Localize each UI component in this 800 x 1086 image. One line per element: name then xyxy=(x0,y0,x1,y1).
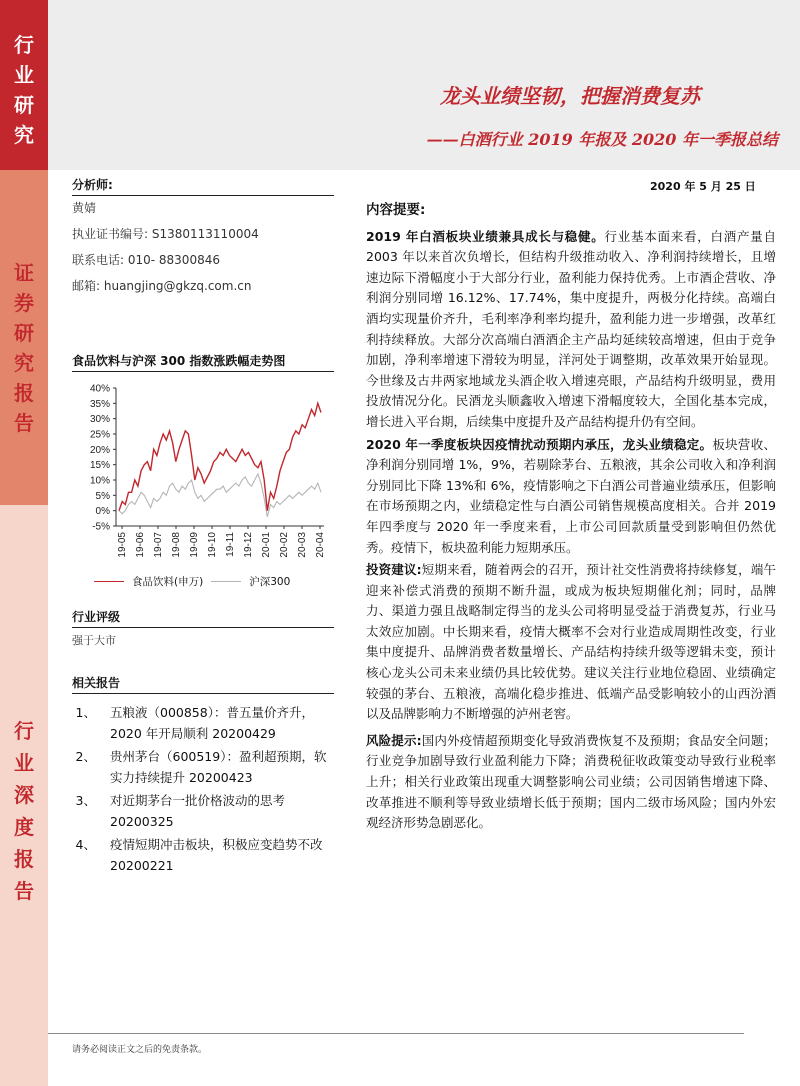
sidebar-top-char: 行 xyxy=(14,33,34,57)
analyst-license: 执业证书编号: S1380113110004 xyxy=(72,227,259,241)
summary-p2-body: 板块营收、净利润分别同增 1%，9%，若剔除茅台、五粮液，其余公司收入和净利润分别同比下降 13%和 6%，疫情影响之下白酒公司普遍业绩承压，但影响在市场预期之内，业绩稳定性与白酒公司销售规模高度相关。合并 2019 年四季度与 2020 年一季度来看，上市公司回款质量受到影响但仍然优秀。疫情下，板块盈利能力短期承压。 xyxy=(366,436,776,555)
x-tick-label: 19-09 xyxy=(189,532,200,558)
x-tick-label: 19-08 xyxy=(171,532,182,558)
x-tick-label: 20-02 xyxy=(279,532,290,558)
sidebar-top-char: 研 xyxy=(14,93,34,117)
y-tick-label: 25% xyxy=(89,429,110,441)
series-line-food xyxy=(119,403,321,510)
x-tick-label: 20-04 xyxy=(315,532,326,558)
related-item-text: 疫情短期冲击板块，积极应变趋势不改 20200221 xyxy=(110,837,323,873)
summary-paragraph xyxy=(366,560,776,725)
chart-title: 食品饮料与沪深 300 指数涨跌幅走势图 xyxy=(72,352,334,372)
sidebar-mid-char: 究 xyxy=(14,351,34,375)
related-list xyxy=(72,702,334,876)
sidebar-bottom-char: 行 xyxy=(14,719,34,743)
summary-p1-lead: 2019 年白酒板块业绩兼具成长与稳健。 xyxy=(366,228,605,244)
sidebar-bottom-block xyxy=(0,505,48,1086)
rating-section xyxy=(72,608,334,648)
summary-paragraph xyxy=(366,435,776,559)
summary-section xyxy=(366,200,776,836)
legend-label-hs300: 沪深300 xyxy=(249,576,291,588)
y-tick-label: 35% xyxy=(89,398,110,410)
summary-p1-body: 行业基本面来看，白酒产量自 2003 年以来首次负增长，但结构升级推动收入、净利润持续增长，且增速边际下滑幅度小于大部分行业，盈利能力保持优秀。上市酒企营收、净利润分别同增 16.12%、17.74%，集中度提升，两极分化持续。高端白酒均实现量价齐升，毛利率净利率均提升，盈利能力进一步增强，改革红利持续释放。大部分次高端白酒酒企主产品均延续较高增速，但由于竞争加剧，净利率增速下滑较为明显，洋河处于调整期，改革效果开始显现。今世缘及古井两家地域龙头酒企收入增速亮眼，产品结构升级明显，费用投放情况分化。民酒龙头顺鑫收入增速下滑幅度较大，全国化基本完成，增长进入平台期，后续集中度提升及产品结构提升仍有空间。 xyxy=(366,228,776,429)
sidebar-mid-char: 报 xyxy=(14,381,34,405)
analyst-heading: 分析师: xyxy=(72,176,334,196)
y-tick-label: 20% xyxy=(89,444,110,456)
summary-p3-body: 短期来看，随着两会的召开，预计社交性消费将持续修复，端午迎来补偿式消费的预期不断升温，或成为板块短期催化剂；同时，品牌力、渠道力强且战略制定得当的龙头公司将明显受益于消费复苏，行业马太效应加剧。中长期来看，疫情大概率不会对行业造成周期性改变，行业集中度提升、品牌消费者数量增长、产品结构持续升级等逻辑未变，预计核心龙头公司未来业绩仍具比较优势。建议关注行业地位稳固、业绩确定较强的茅台、五粮液，高端化稳步推进、低端产品受影响较小的山西汾酒以及品牌影响力不断增强的泸州老窖。 xyxy=(366,562,776,722)
y-tick-label: 5% xyxy=(95,490,110,502)
sidebar-mid-char: 证 xyxy=(14,261,34,285)
related-item-num: 2、 xyxy=(75,749,96,764)
x-tick-label: 19-07 xyxy=(153,532,164,558)
related-item[interactable] xyxy=(72,834,334,876)
summary-p4-body: 国内外疫情超预期变化导致消费恢复不及预期；食品安全问题；行业竞争加剧导致行业盈利能力下降；消费税征收政策变动导致行业税率上升；相关行业政策出现重大调整影响公司业绩；公司因销售增速下降、改革推进不顺利等导致业绩增长低于预期；国内二级市场风险；国内外宏观经济形势急剧恶化。 xyxy=(366,732,776,831)
analyst-name: 黄婧 xyxy=(72,201,97,215)
legend-label-food: 食品饮料(申万) xyxy=(132,576,204,588)
sidebar-bottom-char: 深 xyxy=(14,783,34,807)
x-tick-label: 19-10 xyxy=(207,532,218,558)
sidebar-bottom-char: 业 xyxy=(14,751,34,775)
y-tick-label: 0% xyxy=(95,506,110,518)
report-date: 2020 年 5 月 25 日 xyxy=(650,180,756,193)
footer-divider xyxy=(48,1033,744,1034)
sidebar-mid-char: 券 xyxy=(14,291,34,315)
related-item[interactable] xyxy=(72,702,334,744)
summary-paragraph xyxy=(366,227,776,433)
related-item-text: 对近期茅台一批价格波动的思考 20200325 xyxy=(110,793,286,829)
sidebar-top-char: 业 xyxy=(14,63,34,87)
sidebar-top-block xyxy=(0,0,48,170)
summary-p2-lead: 2020 年一季度板块因疫情扰动预期内承压，龙头业绩稳定。 xyxy=(366,436,713,452)
y-tick-label: -5% xyxy=(92,521,110,533)
related-item-text: 五粮液（000858）：普五量价齐升，2020 年开局顺利 20200429 xyxy=(110,705,314,741)
related-item-num: 3、 xyxy=(75,793,96,808)
legend-swatch-hs300 xyxy=(211,581,241,582)
sidebar-bottom-char: 度 xyxy=(14,815,34,839)
y-tick-label: 10% xyxy=(89,475,110,487)
related-reports-section xyxy=(72,674,334,876)
related-item[interactable] xyxy=(72,746,334,788)
sidebar-mid-char: 研 xyxy=(14,321,34,345)
y-tick-label: 30% xyxy=(89,414,110,426)
disclaimer-note: 请务必阅读正文之后的免责条款。 xyxy=(72,1045,208,1055)
analyst-email: 邮箱: huangjing@gkzq.com.cn xyxy=(72,279,252,293)
trend-chart xyxy=(72,376,334,572)
x-tick-label: 20-03 xyxy=(297,532,308,558)
x-tick-label: 19-06 xyxy=(135,532,146,558)
related-item[interactable] xyxy=(72,790,334,832)
x-tick-label: 19-12 xyxy=(243,532,254,558)
x-tick-label: 19-11 xyxy=(225,532,236,557)
rating-value: 强于大市 xyxy=(72,634,116,647)
x-tick-label: 19-05 xyxy=(117,532,128,558)
sidebar-mid-block xyxy=(0,170,48,505)
report-header xyxy=(48,0,800,170)
sidebar-mid-char: 告 xyxy=(14,411,34,435)
sidebar-bottom-char: 告 xyxy=(14,879,34,903)
summary-p3-lead: 投资建议: xyxy=(366,562,422,578)
rating-heading: 行业评级 xyxy=(72,608,334,628)
sidebar-top-char: 究 xyxy=(14,123,34,147)
y-tick-label: 15% xyxy=(89,460,110,472)
report-title: 龙头业绩坚韧，把握消费复苏 xyxy=(440,84,700,108)
analyst-section xyxy=(72,176,334,294)
y-tick-label: 40% xyxy=(89,383,110,395)
chart-section xyxy=(72,352,334,589)
related-item-num: 1、 xyxy=(75,705,96,720)
x-tick-label: 20-01 xyxy=(261,532,272,558)
chart-legend xyxy=(72,574,334,589)
summary-paragraph xyxy=(366,731,776,834)
related-item-num: 4、 xyxy=(75,837,96,852)
legend-swatch-food xyxy=(94,581,124,582)
summary-p4-lead: 风险提示: xyxy=(366,732,422,748)
summary-heading: 内容提要: xyxy=(366,202,426,218)
related-heading: 相关报告 xyxy=(72,674,334,694)
analyst-phone: 联系电话: 010- 88300846 xyxy=(72,253,220,267)
related-item-text: 贵州茅台（600519）：盈利超预期，软实力持续提升 20200423 xyxy=(110,749,327,785)
report-subtitle: ——白酒行业 2019 年报及 2020 年一季报总结 xyxy=(426,130,778,149)
sidebar-bottom-char: 报 xyxy=(14,847,34,871)
series-line-hs300 xyxy=(119,474,321,517)
